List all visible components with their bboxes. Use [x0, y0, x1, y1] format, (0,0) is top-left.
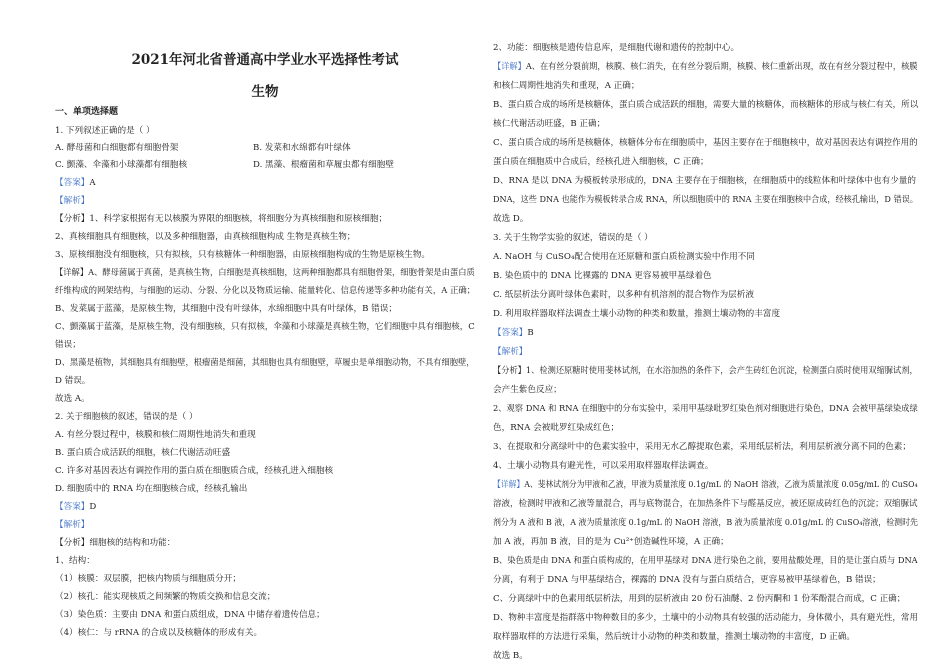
- q2-analysis-line-3: （2）核孔：能实现核质之间频繁的物质交换和信息交流；: [55, 592, 276, 602]
- q2-option-a: A. 有丝分裂过程中，核膜和核仁周期性地消失和重现: [55, 430, 256, 440]
- q3-conclusion: 故选 B。: [493, 651, 528, 661]
- q2-analysis-line-4: （3）染色质：主要由 DNA 和蛋白质组成，DNA 中储存着遗传信息；: [55, 610, 325, 620]
- q2-jiexi-tag: 【解析】: [55, 520, 90, 530]
- q3-analysis-text: 1、检测还原糖时使用斐林试剂，在水浴加热的条件下，会产生砖红色沉淀，检测蛋白质时使用双缩脲试剂，: [525, 366, 918, 376]
- q3-detail-line-1: A、斐林试剂分为甲液和乙液，甲液为质量浓度 0.1g/mL 的 NaOH 溶液，乙液为质量浓度 0.05g/mL 的 CuSO₄: [524, 480, 918, 490]
- q3-option-a: A. NaOH 与 CuSO₄配合使用在还原糖和蛋白质检测实验中作用不同: [493, 252, 755, 262]
- q3-analysis-line-3: 色，RNA 会被吡罗红染成红色；: [493, 423, 620, 433]
- q2-detail-line-8: DNA，这些 DNA 也能作为模板转录合成 RNA，所以细胞质中的 RNA 主要在细胞核中合成，经核孔输出，D 错误。: [493, 195, 918, 205]
- detail-tag: 【详解】: [493, 480, 525, 490]
- analysis-tag: 【分析】: [55, 538, 90, 548]
- q3-detail-line-6: 分离，有利于 DNA 与甲基绿结合，裸露的 DNA 没有与蛋白质结合，更容易被甲基绿着色，B 错误；: [493, 575, 881, 585]
- q3-detail: [493, 479, 918, 491]
- analysis-tag: 【分析】: [493, 366, 526, 376]
- analysis-tag: 【分析】: [55, 214, 90, 224]
- q3-detail-line-9: 取样器取样的方法进行采集，然后统计小动物的种类和数量，推测土壤动物的丰富度，D 正确。: [493, 632, 855, 642]
- exam-subject: 生物: [251, 84, 279, 100]
- q1-answer-value: A: [89, 178, 96, 188]
- q1-option-d: D. 黑藻、根瘤菌和草履虫都有细胞壁: [253, 160, 394, 170]
- q1-detail: [55, 267, 475, 279]
- q2-option-d: D. 细胞质中的 RNA 均在细胞核合成，经核孔输出: [55, 484, 248, 494]
- answer-tag: 【答案】: [493, 328, 528, 338]
- q1-detail-line-2: 纤维构成的网架结构，与细胞的运动、分裂、分化以及物质运输、能量转化、信息传递等多种功能有关，A 正确；: [55, 286, 476, 296]
- q1-detail-line-3: B、发菜属于蓝藻，是原核生物，其细胞中没有叶绿体，水绵细胞中具有叶绿体，B 错误；: [55, 304, 397, 314]
- q2-stem: 2. 关于细胞核的叙述，错误的是（ ）: [55, 412, 198, 422]
- q3-jiexi-tag: 【解析】: [493, 347, 528, 357]
- q1-detail-line-1: A、酵母菌属于真菌，是真核生物，白细胞是真核细胞，这两种细胞都具有细胞骨架，细胞骨架是由蛋白质: [88, 268, 475, 278]
- q3-stem: 3. 关于生物学实验的叙述，错误的是（ ）: [493, 233, 653, 243]
- q1-detail-line-4: C、颤藻属于蓝藻，是原核生物，没有细胞核，只有拟核，伞藻和小球藻是真核生物，它们细胞中具有细胞核，C: [55, 322, 475, 332]
- q2-detail-line-5: C、蛋白质合成的场所是核糖体，核糖体分布在细胞质中，基因主要存在于细胞核中，故对基因表达有调控作用的: [493, 138, 918, 148]
- detail-tag: 【详解】: [493, 62, 526, 72]
- q1-detail-line-5: 错误；: [55, 340, 81, 350]
- q1-detail-line-6: D、黑藻是植物，其细胞具有细胞壁，根瘤菌是细菌，其细胞也具有细胞壁，草履虫是单细胞动物，不具有细胞壁，: [55, 358, 475, 368]
- q1-option-c: C. 颤藻、伞藻和小球藻都有细胞核: [55, 160, 188, 170]
- q2-detail-line-6: 蛋白质在细胞质中合成后，经核孔进入细胞核，C 正确；: [493, 157, 709, 167]
- exam-title: 2021年河北省普通高中学业水平选择性考试: [131, 52, 399, 68]
- q2-answer: [55, 501, 96, 513]
- q2-analysis-text: 细胞核的结构和功能：: [89, 538, 176, 548]
- q3-analysis-line-1: 会产生紫色反应；: [493, 385, 562, 395]
- q3-option-d: D. 利用取样器取样法调查土壤小动物的种类和数量，推测土壤动物的丰富度: [493, 309, 781, 319]
- q1-analysis: [55, 213, 387, 225]
- answer-tag: 【答案】: [55, 502, 90, 512]
- answer-tag: 【答案】: [55, 178, 90, 188]
- q3-answer-value: B: [527, 328, 534, 338]
- q3-analysis-line-5: 4、土壤小动物具有避光性，可以采用取样器取样法调查。: [493, 461, 714, 471]
- section-heading: 一、单项选择题: [55, 107, 119, 117]
- q3-analysis-line-4: 3、在提取和分离绿叶中的色素实验中，采用无水乙醇提取色素，采用纸层析法，利用层析液分离不同的色素；: [493, 442, 911, 452]
- q2-answer-value: D: [89, 502, 97, 512]
- q1-detail-line-7: D 错误。: [55, 376, 91, 386]
- q1-analysis-line-3: 3、原核细胞没有细胞核，只有拟核，只有核糖体一种细胞器，由原核细胞构成的生物是原核生物。: [55, 250, 431, 260]
- q2-detail: [493, 61, 918, 73]
- q3-detail-line-8: D、物种丰富度是指群落中物种数目的多少，土壤中的小动物具有较强的活动能力，身体微小，具有避光性，常用: [493, 613, 919, 623]
- q1-answer: [55, 177, 96, 189]
- q2-analysis-line-2: （1）核膜：双层膜，把核内物质与细胞质分开；: [55, 574, 241, 584]
- q1-conclusion: 故选 A。: [55, 394, 90, 404]
- q2-detail-line-3: B、蛋白质合成的场所是核糖体，蛋白质合成活跃的细胞，需要大量的核糖体，而核糖体的形成与核仁有关，所以: [493, 100, 919, 110]
- q3-answer: [493, 327, 534, 339]
- q2-detail-line-7: D、RNA 是以 DNA 为模板转录形成的，DNA 主要存在于细胞核，在细胞质中的线粒体和叶绿体中也有少量的: [493, 176, 916, 186]
- q3-analysis-line-2: 2、观察 DNA 和 RNA 在细胞中的分布实验中，采用甲基绿吡罗红染色剂对细胞进行染色，DNA 会被甲基绿染成绿: [493, 404, 918, 414]
- q2-analysis-line-6: 2、功能：细胞核是遗传信息库，是细胞代谢和遗传的控制中心。: [493, 43, 740, 53]
- q1-stem: 1. 下列叙述正确的是（ ）: [55, 126, 155, 136]
- q2-conclusion: 故选 D。: [493, 214, 529, 224]
- q3-detail-line-7: C、分离绿叶中的色素用纸层析法，用到的层析液由 20 份石油醚、2 份丙酮和 1 份苯酚混合而成，C 正确；: [493, 594, 906, 604]
- q2-detail-line-1: A、在有丝分裂前期，核膜、核仁消失，在有丝分裂后期，核膜、核仁重新出现，故在有丝分裂过程中，核膜: [525, 62, 918, 72]
- q1-jiexi-tag: 【解析】: [55, 196, 90, 206]
- q2-analysis-line-5: （4）核仁：与 rRNA 的合成以及核糖体的形成有关。: [55, 628, 263, 638]
- detail-tag: 【详解】: [55, 268, 89, 278]
- q3-detail-line-5: B、染色质是由 DNA 和蛋白质构成的，在用甲基绿对 DNA 进行染色之前，要用盐酸处理，目的是让蛋白质与 DNA: [493, 556, 918, 566]
- q2-analysis-line-1: 1、结构：: [55, 556, 95, 566]
- q2-analysis: [55, 537, 175, 549]
- q2-option-c: C. 许多对基因表达有调控作用的蛋白质在细胞质合成，经核孔进入细胞核: [55, 466, 334, 476]
- q1-option-a: A. 酵母菌和白细胞都有细胞骨架: [55, 143, 179, 153]
- q3-detail-line-4: 加 A 液，再加 B 液，目的是为 Cu²⁺创造碱性环境，A 正确；: [493, 537, 729, 547]
- q1-option-b: B. 发菜和水绵都有叶绿体: [253, 143, 351, 153]
- q2-option-b: B. 蛋白质合成活跃的细胞，核仁代谢活动旺盛: [55, 448, 231, 458]
- q3-detail-line-3: 剂分为 A 液和 B 液，A 液为质量浓度 0.1g/mL 的 NaOH 溶液，B 液为质量浓度 0.01g/mL 的 CuSO₄溶液，检测时先: [493, 518, 918, 528]
- q1-analysis-text: 1、科学家根据有无以核膜为界限的细胞核，将细胞分为真核细胞和原核细胞；: [89, 214, 388, 224]
- q3-analysis: [493, 365, 918, 377]
- q2-detail-line-4: 核仁代谢活动旺盛，B 正确；: [493, 119, 606, 129]
- q2-detail-line-2: 和核仁周期性地消失和重现，A 正确；: [493, 81, 640, 91]
- q3-detail-line-2: 溶液，检测时甲液和乙液等量混合，再与底物混合，在加热条件下与醛基反应，被还原成砖红色的沉淀；双缩脲试: [493, 499, 918, 509]
- q1-analysis-line-2: 2、真核细胞具有细胞核，以及多种细胞器，由真核细胞构成 生物是真核生物；: [55, 232, 356, 242]
- q3-option-c: C. 纸层析法分离叶绿体色素时，以多种有机溶剂的混合物作为层析液: [493, 290, 754, 300]
- q3-option-b: B. 染色质中的 DNA 比裸露的 DNA 更容易被甲基绿着色: [493, 271, 712, 281]
